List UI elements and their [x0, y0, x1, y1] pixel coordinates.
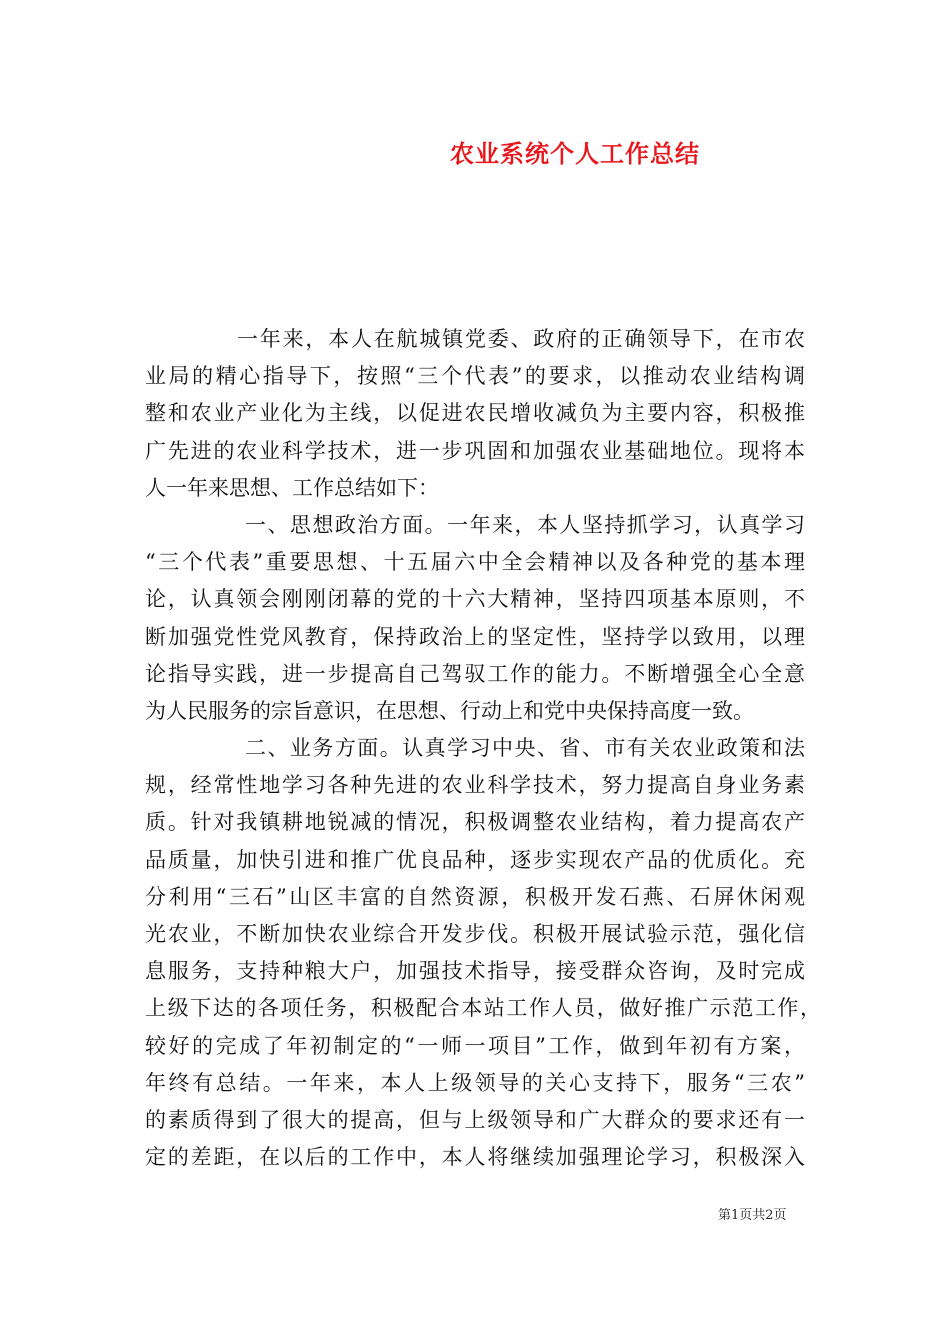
text-line: 一、思想政治方面。一年来，本人坚持抓学习，认真学习: [245, 512, 805, 537]
text-line: 论指导实践，进一步提高自己驾驭工作的能力。不断增强全心全意: [145, 661, 805, 686]
text-line: 业局的精心指导下，按照“三个代表”的要求，以推动农业结构调: [145, 364, 805, 389]
text-line: 断加强党性党风教育，保持政治上的坚定性，坚持学以致用，以理: [145, 624, 805, 649]
page-number: 第1页共2页: [718, 1208, 787, 1223]
text-line: 规，经常性地学习各种先进的农业科学技术，努力提高自身业务素: [145, 773, 805, 798]
text-line: 年终有总结。一年来，本人上级领导的关心支持下，服务“三农”: [145, 1070, 805, 1095]
text-line: 的素质得到了很大的提高，但与上级领导和广大群众的要求还有一: [145, 1107, 805, 1132]
text-line: 光农业，不断加快农业综合开发步伐。积极开展试验示范，强化信: [145, 922, 805, 946]
text-line: 定的差距，在以后的工作中，本人将继续加强理论学习，积极深入: [145, 1145, 805, 1170]
text-line: 人一年来思想、工作总结如下：: [145, 475, 439, 500]
text-line: 息服务，支持种粮大户，加强技术指导，接受群众咨询，及时完成: [145, 959, 805, 984]
text-line: “三个代表”重要思想、十五届六中全会精神以及各种党的基本理: [145, 550, 805, 575]
text-line: 一年来，本人在航城镇党委、政府的正确领导下，在市农: [237, 327, 805, 351]
text-line: 品质量，加快引进和推广优良品种，逐步实现农产品的优质化。充: [145, 847, 805, 872]
text-line: 为人民服务的宗旨意识，在思想、行动上和党中央保持高度一致。: [145, 698, 754, 723]
document-body: [145, 321, 821, 1176]
text-line: 分利用“三石”山区丰富的自然资源，积极开发石燕、石屏休闲观: [145, 884, 805, 909]
text-line: 上级下达的各项任务，积极配合本站工作人员，做好推广示范工作，: [145, 996, 821, 1021]
text-line: 整和农业产业化为主线，以促进农民增收减负为主要内容，积极推: [145, 401, 805, 426]
text-line: 广先进的农业科学技术，进一步巩固和加强农业基础地位。现将本: [145, 438, 805, 463]
document-title: 农业系统个人工作总结: [450, 139, 700, 168]
text-line: 二、业务方面。认真学习中央、省、市有关农业政策和法: [245, 736, 805, 761]
text-line: 质。针对我镇耕地锐减的情况，积极调整农业结构，着力提高农产: [145, 810, 805, 835]
text-line: 较好的完成了年初制定的“一师一项目”工作，做到年初有方案，: [145, 1033, 805, 1058]
text-line: 论，认真领会刚刚闭幕的党的十六大精神，坚持四项基本原则，不: [145, 587, 805, 612]
